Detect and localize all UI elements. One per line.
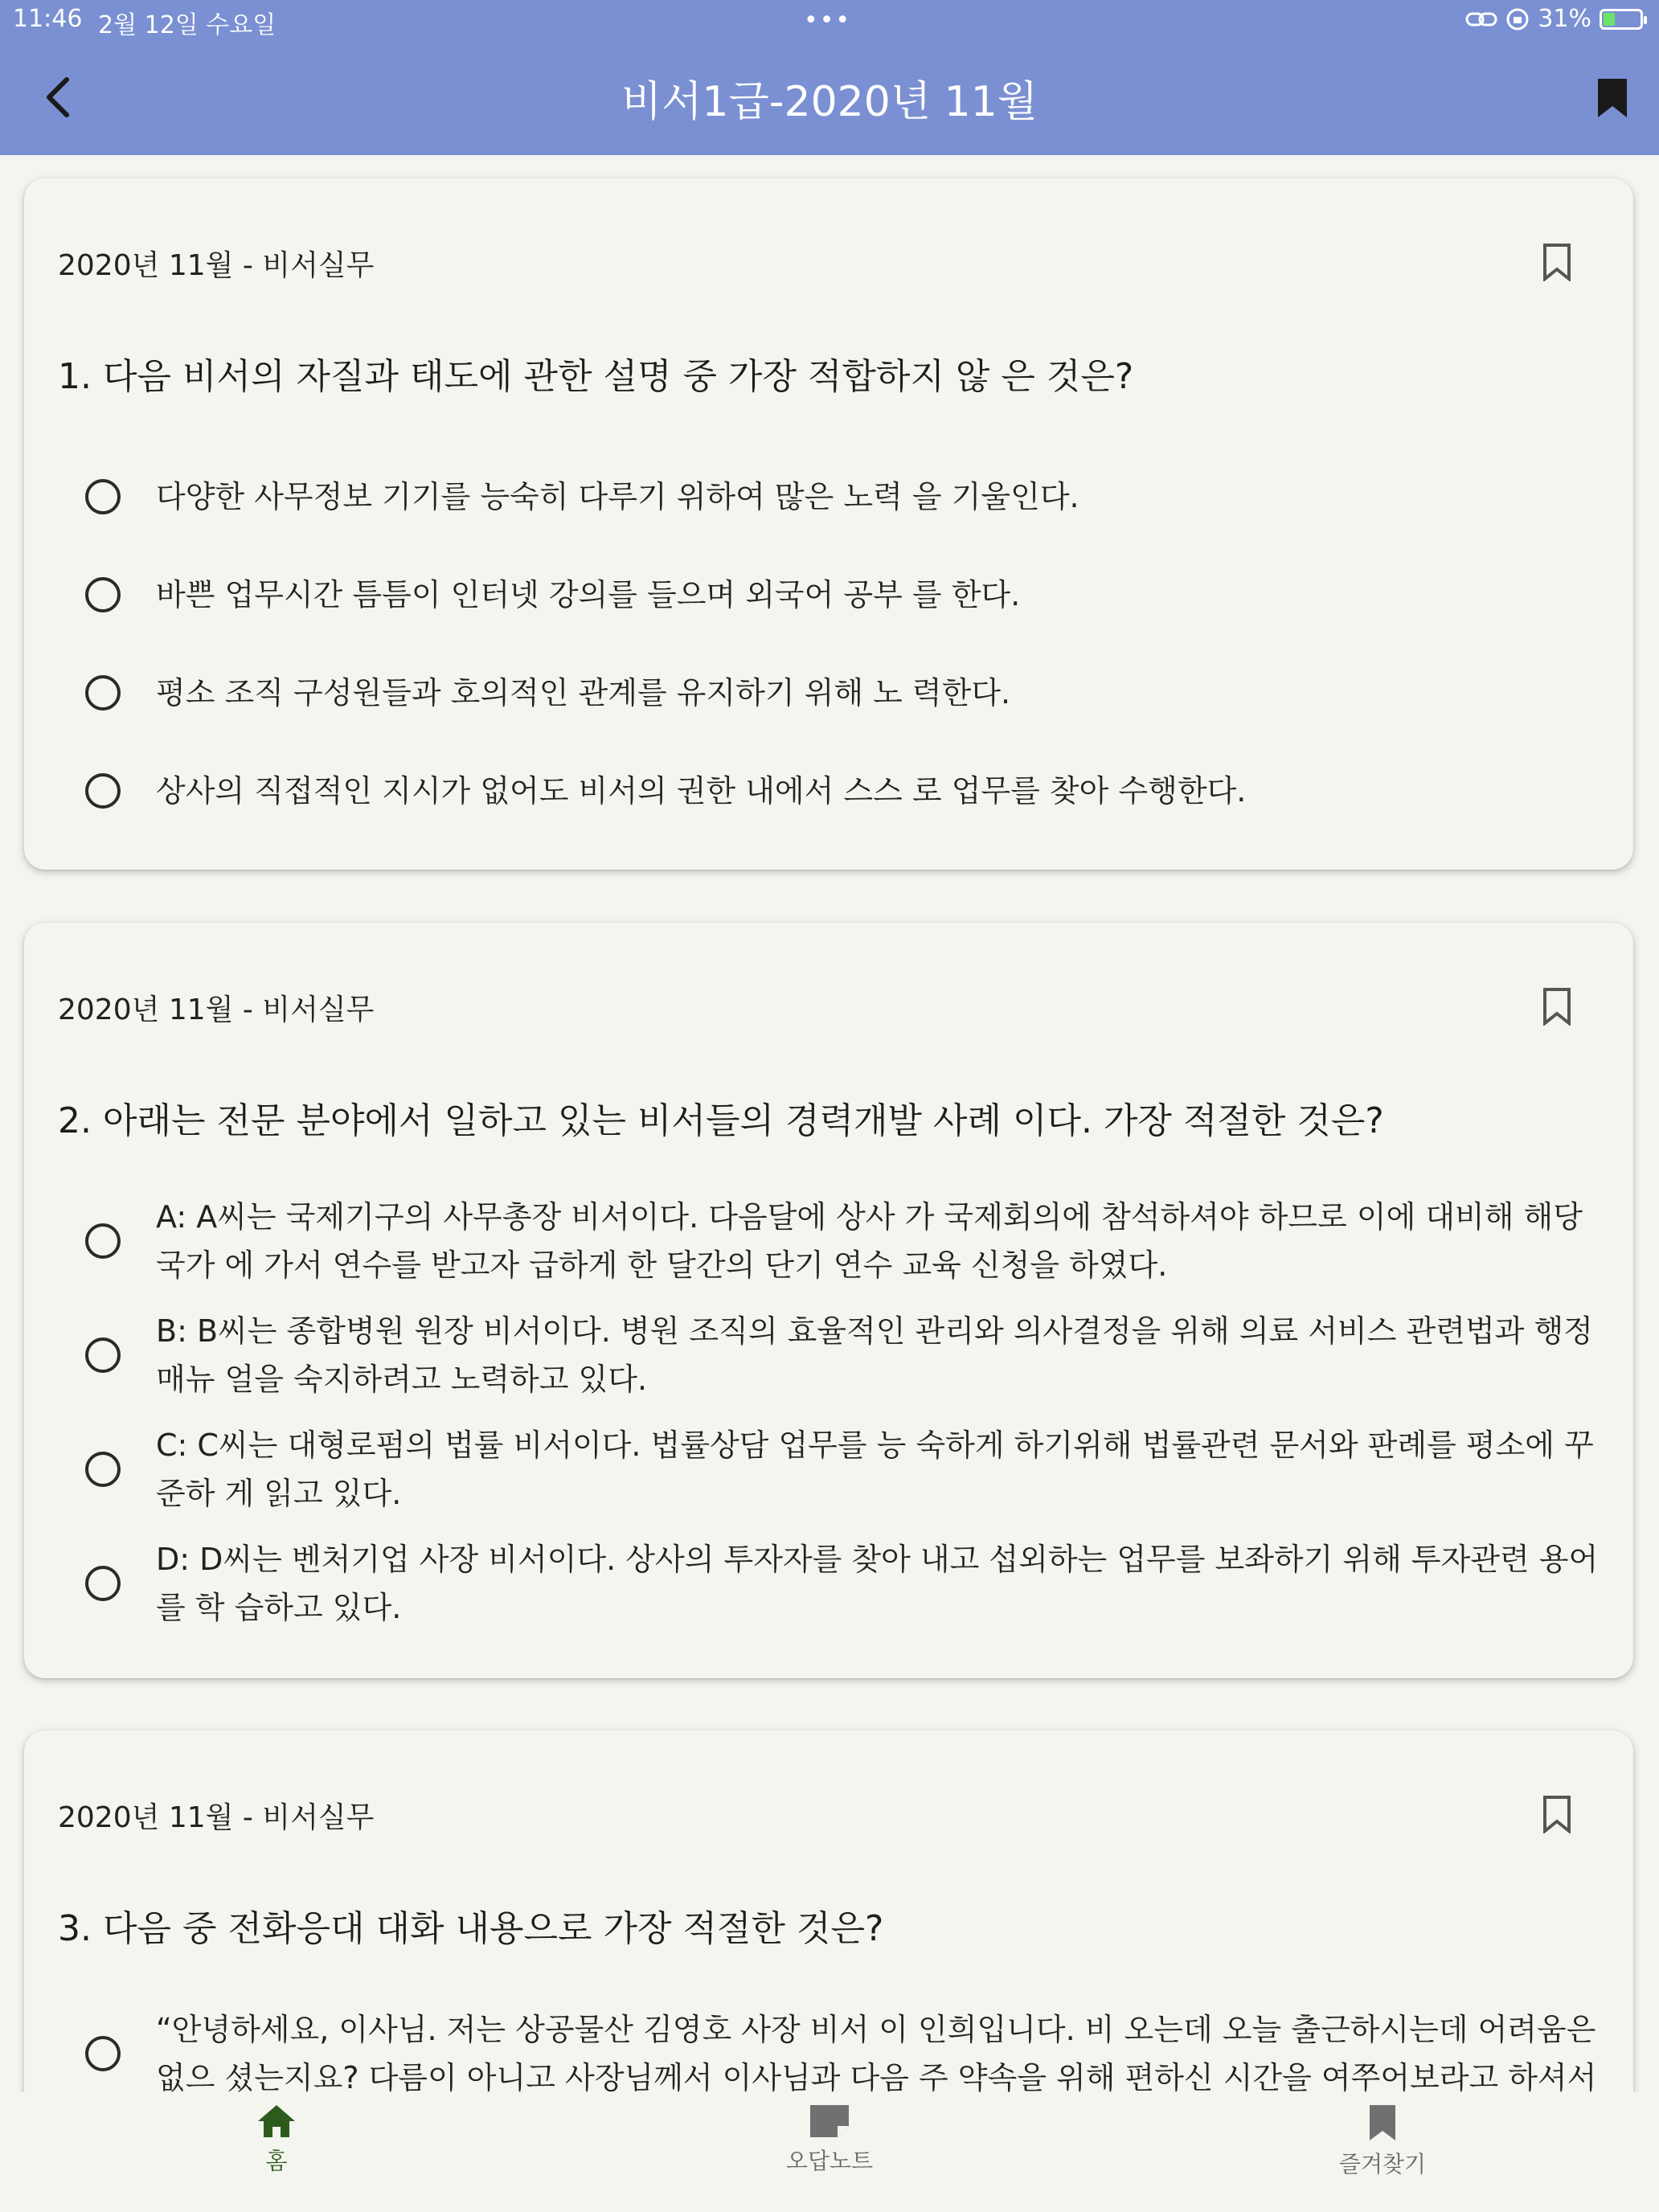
answer-option[interactable] [85,767,1601,815]
answer-option[interactable] [85,1307,1601,1403]
question-card [24,178,1633,870]
battery-icon [1600,9,1643,30]
answer-option[interactable] [85,1535,1601,1632]
question-text: 3. 다음 중 전화응대 대화 내용으로 가장 적절한 것은? [58,1908,884,1949]
nav-label: 홈 [265,2148,288,2174]
note-icon [809,2103,850,2139]
nav-wrong-answers[interactable] [733,2103,926,2176]
option-text: A: A씨는 국제기구의 사무총장 비서이다. 다음달에 상사 가 국제회의에 참석하셔야 하므로 이에 대비해 해당 국가 에 가서 연수를 받고자 급하게 한 달간의 단기 연수 교육 신청을 하였다. [156,1199,1583,1283]
home-icon [256,2103,297,2139]
question-card [24,1731,1633,2092]
question-meta: 2020년 11월 - 비서실무 [58,1801,375,1834]
option-text: D: D씨는 벤처기업 사장 비서이다. 상사의 투자자를 찾아 내고 섭외하는 업무를 보좌하기 위해 투자관련 용어를 학 습하고 있다. [156,1542,1599,1625]
nav-label: 오답노트 [785,2148,874,2174]
answer-option[interactable] [85,669,1601,717]
status-indicators [1465,5,1643,33]
link-icon [1465,9,1497,30]
radio-button[interactable] [85,2036,121,2071]
question-text: 1. 다음 비서의 자질과 태도에 관한 설명 중 가장 적합하지 않 은 것은? [58,356,1134,397]
question-card [24,923,1633,1678]
radio-button[interactable] [85,675,121,711]
radio-button[interactable] [85,1223,121,1259]
radio-button[interactable] [85,1452,121,1487]
answer-option[interactable] [85,1421,1601,1518]
option-text: 바쁜 업무시간 틈틈이 인터넷 강의를 들으며 외국어 공부 를 한다. [156,577,1021,612]
radio-button[interactable] [85,1337,121,1373]
answer-option[interactable] [85,2005,1601,2092]
answer-option[interactable] [85,571,1601,619]
bookmark-icon [1366,2103,1399,2142]
radio-button[interactable] [85,479,121,514]
status-time: 11:46 [13,5,83,33]
question-meta: 2020년 11월 - 비서실무 [58,249,375,282]
status-date: 2월 12일 수요일 [98,11,276,39]
app-bar [0,0,1659,155]
nav-label: 즐겨찾기 [1338,2151,1427,2177]
bookmark-outline-icon[interactable] [1542,987,1572,1026]
option-text: 다양한 사무정보 기기를 능숙히 다루기 위하여 많은 노력 을 기울인다. [156,479,1079,514]
nav-home[interactable] [180,2103,373,2176]
bookmark-list-icon[interactable] [1595,77,1630,119]
radio-button[interactable] [85,577,121,612]
question-meta: 2020년 11월 - 비서실무 [58,993,375,1026]
option-text: 평소 조직 구성원들과 호의적인 관계를 유지하기 위해 노 력한다. [156,675,1011,711]
radio-button[interactable] [85,1566,121,1601]
bottom-navigation [0,2092,1659,2212]
option-text: B: B씨는 종합병원 원장 비서이다. 병원 조직의 효율적인 관리와 의사결정을 위해 의료 서비스 관련법과 행정매뉴 얼을 숙지하려고 노력하고 있다. [156,1313,1593,1397]
page-title: 비서1급-2020년 11월 [621,78,1038,126]
multitask-dots[interactable]: ••• [804,6,852,35]
radio-button[interactable] [85,773,121,809]
answer-option[interactable] [85,1193,1601,1289]
orientation-lock-icon [1505,7,1530,31]
option-text: C: C씨는 대형로펌의 법률 비서이다. 법률상담 업무를 능 숙하게 하기위해 법률관련 문서와 판례를 평소에 꾸준하 게 읽고 있다. [156,1428,1594,1511]
option-text: 상사의 직접적인 지시가 없어도 비서의 권한 내에서 스스 로 업무를 찾아 수행한다. [156,773,1247,809]
question-list[interactable] [0,155,1659,2092]
bookmark-outline-icon[interactable] [1542,1795,1572,1833]
answer-option[interactable] [85,473,1601,521]
bookmark-outline-icon[interactable] [1542,243,1572,281]
nav-favorites[interactable] [1286,2103,1479,2179]
battery-percent: 31% [1538,5,1591,33]
option-text: “안녕하세요, 이사님. 저는 상공물산 김영호 사장 비서 이 인희입니다. 비 오는데 오늘 출근하시는데 어려움은 없으 셨는지요? 다름이 아니고 사장님께서 이사님과 다음 주 약속을 위해 편하신 시간을 여쭈어보라고 하셔서 [156,2012,1597,2092]
question-text: 2. 아래는 전문 분야에서 일하고 있는 비서들의 경력개발 사례 이다. 가장 적절한 것은? [58,1100,1384,1141]
